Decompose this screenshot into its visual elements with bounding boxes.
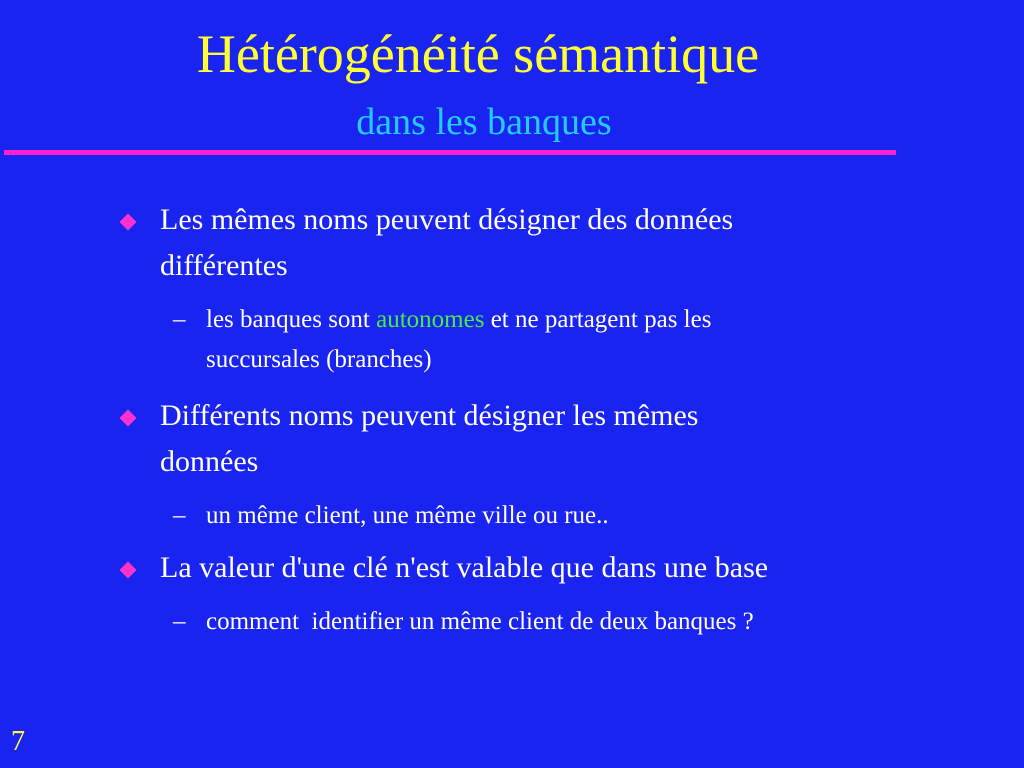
page-number: 7 xyxy=(11,726,25,757)
bullet-3-line-1: La valeur d'une clé n'est valable que dans une base xyxy=(160,551,769,584)
sub-item-1-line-1 xyxy=(206,302,946,338)
sub-item-1-highlight: autonomes xyxy=(376,306,485,333)
bullet-1-line-1: Les mêmes noms peuvent désigner des données xyxy=(160,203,734,236)
sub-item-3-line-1: comment identifier un même client de deux banques ? xyxy=(206,608,754,635)
sub-item-2-line-1: un même client, une même ville ou rue.. xyxy=(206,502,609,529)
bullet-2-line-2: données xyxy=(160,445,259,478)
slide-title: Hétérogénéité sémantique xyxy=(196,24,760,84)
diamond-bullet-icon xyxy=(120,214,137,231)
diamond-bullet-icon xyxy=(120,562,137,579)
sub-item-1-line-2: succursales (branches) xyxy=(206,346,432,373)
diamond-bullet-icon xyxy=(120,410,137,427)
dash-marker: – xyxy=(173,608,186,635)
dash-marker: – xyxy=(173,502,186,529)
bullet-2-line-1: Différents noms peuvent désigner les mêmes xyxy=(160,399,699,432)
bullet-1-line-2: différentes xyxy=(160,249,288,282)
sub-item-1-text-before: les banques sont xyxy=(206,306,377,333)
slide-subtitle-text: dans les banques xyxy=(356,101,612,143)
dash-marker: – xyxy=(173,306,186,333)
sub-item-1-text-after: et ne partagent pas les xyxy=(484,306,712,333)
